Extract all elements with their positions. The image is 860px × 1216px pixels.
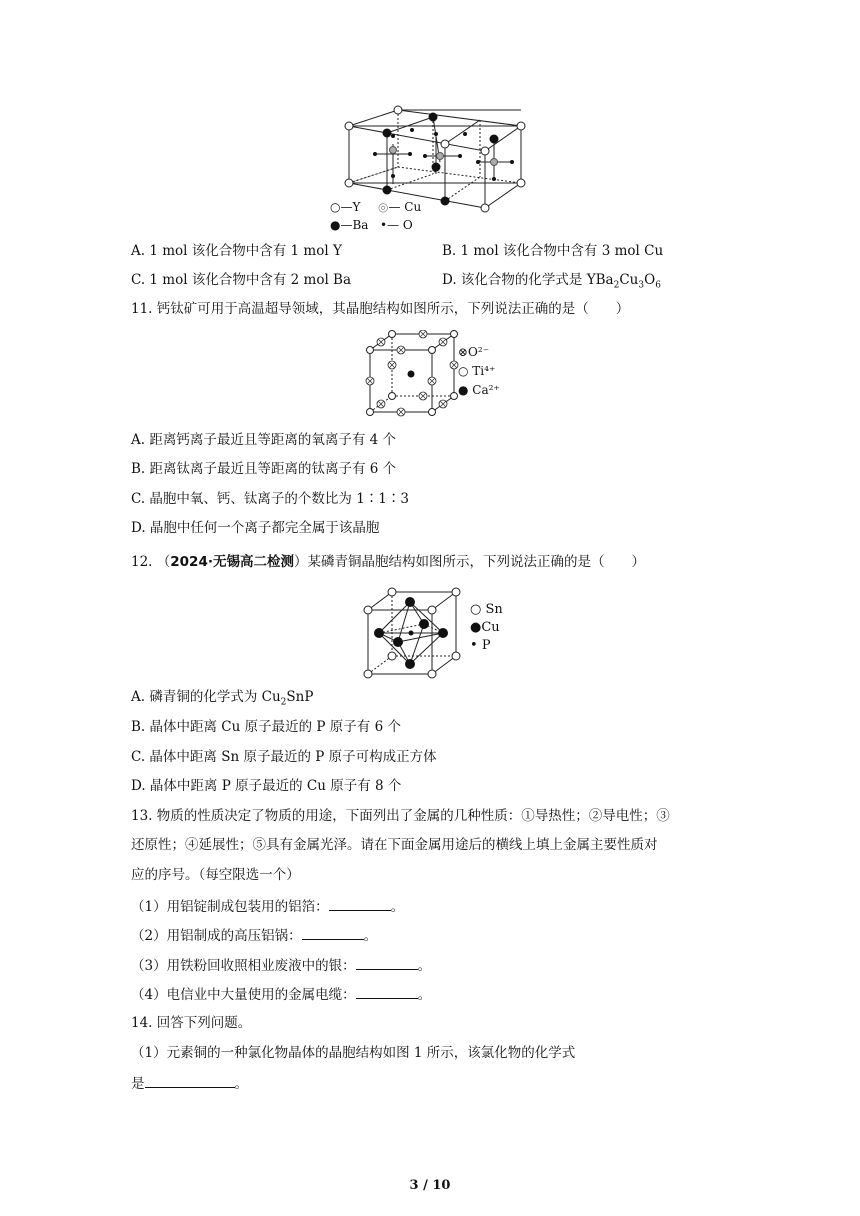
q10-option-b: B. 1 mol 该化合物中含有 3 mol Cu [442, 243, 664, 259]
answer-blank-3[interactable] [356, 955, 418, 970]
fig11-legend-ca: ● Ca²⁺ [458, 383, 500, 397]
answer-blank-1[interactable] [329, 896, 391, 911]
q12-stem: 12. （2024·无锡高二检测）某磷青铜晶胞结构如图所示，下列说法正确的是（ ） [131, 554, 645, 570]
q11-option-a: A. 距离钙离子最近且等距离的氧离子有 4 个 [131, 432, 397, 448]
fig10-legend-cu: ◎— Cu [378, 200, 422, 214]
answer-blank-5[interactable] [145, 1073, 235, 1088]
q13-item-2: （2）用铝制成的高压铝锅： 。 [131, 925, 377, 945]
q11-option-b: B. 距离钛离子最近且等距离的钛离子有 6 个 [131, 461, 397, 477]
q14-item1-line2: 是 。 [131, 1073, 248, 1093]
q11-option-d: D. 晶胞中任何一个离子都完全属于该晶胞 [131, 520, 380, 536]
fig12-legend-sn: ○ Sn [470, 602, 503, 617]
q12-option-a: A. 磷青铜的化学式为 $Cu_2SnP$ [131, 689, 314, 708]
q12-option-c: C. 晶体中距离 Sn 原子最近的 P 原子可构成正方体 [131, 749, 437, 765]
q10-option-a: A. 1 mol 该化合物中含有 1 mol Y [131, 243, 342, 259]
fig10-legend-o: •— O [380, 218, 413, 232]
q14-item1-line1: （1）元素铜的一种氯化物晶体的晶胞结构如图 1 所示，该氯化物的化学式 [131, 1045, 576, 1061]
q13-item-4: （4）电信业中大量使用的金属电缆： 。 [131, 984, 431, 1004]
answer-blank-2[interactable] [302, 925, 364, 940]
q11-stem: 11. 钙钛矿可用于高温超导领域，其晶胞结构如图所示，下列说法正确的是（ ） [131, 301, 630, 317]
q10-options-row2 [131, 271, 731, 289]
q13-stem-line2: 还原性；④延展性；⑤具有金属光泽。请在下面金属用途后的横线上填上金属主要性质对 [131, 837, 658, 853]
q13-item-3: （3）用铁粉回收照相业废液中的银： 。 [131, 955, 431, 975]
fig12-legend-p: • P [470, 638, 491, 653]
perovskite-crystal-figure [364, 330, 464, 422]
fig11-legend-ti: ○ Ti⁴⁺ [458, 364, 496, 378]
q10-options-row1 [131, 242, 731, 260]
ybacuo-crystal-figure [330, 104, 540, 234]
q12-option-b: B. 晶体中距离 Cu 原子最近的 P 原子有 6 个 [131, 719, 401, 735]
q11-option-c: C. 晶胞中氧、钙、钛离子的个数比为 1∶1∶3 [131, 491, 409, 507]
q13-stem-line1: 13. 物质的性质决定了物质的用途，下面列出了金属的几种性质：①导热性；②导电性；③ [131, 808, 670, 824]
fig10-legend-ba: ●—Ba [330, 218, 369, 232]
q14-stem: 14. 回答下列问题。 [131, 1015, 252, 1031]
fig11-legend-o: ⊗O²⁻ [458, 345, 490, 359]
q10-option-c: C. 1 mol 该化合物中含有 2 mol Ba [131, 272, 352, 288]
phosphor-bronze-crystal-figure [360, 586, 464, 680]
q13-item-1: （1）用铝锭制成包装用的铝箔： 。 [131, 896, 404, 916]
q12-option-d: D. 晶体中距离 P 原子最近的 Cu 原子有 8 个 [131, 778, 402, 794]
q12-source: 2024·无锡高二检测 [170, 554, 294, 570]
page-number: 3 / 10 [409, 1178, 451, 1193]
fig10-legend-y: ○—Y [330, 200, 361, 214]
fig12-legend-cu: ●Cu [470, 620, 500, 635]
q10-option-d: D. 该化合物的化学式是 $YBa_2Cu_3O_6$ [442, 272, 661, 291]
answer-blank-4[interactable] [356, 984, 418, 999]
q13-stem-line3: 应的序号。（每空限选一个） [131, 867, 300, 883]
